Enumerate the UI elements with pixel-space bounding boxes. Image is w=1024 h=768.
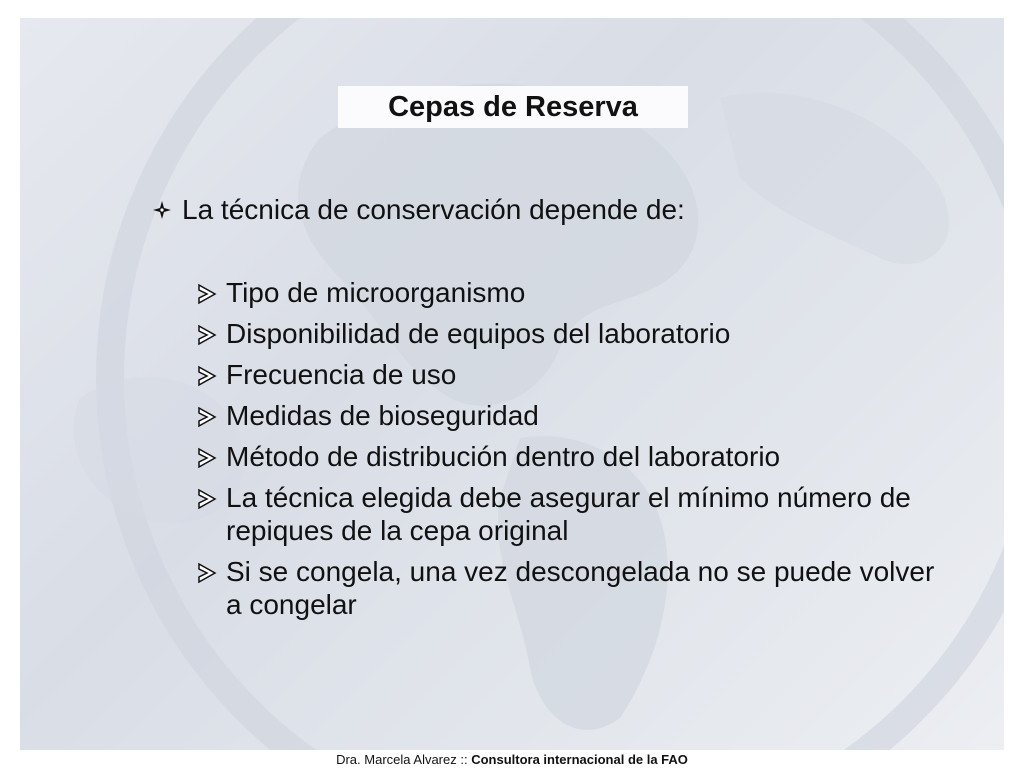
list-item [196, 481, 956, 547]
footer [0, 750, 1024, 768]
footer-author: Dra. Marcela Alvarez [336, 751, 457, 767]
arrow-bullet-icon [196, 562, 218, 584]
list-item [196, 358, 956, 391]
footer-separator: :: [456, 751, 472, 767]
list-item-text: Frecuencia de uso [226, 359, 457, 390]
arrow-bullet-icon [196, 283, 218, 305]
list-item-text: Si se congela, una vez descongelada no se puede volver a congelar [226, 556, 935, 620]
background-panel [20, 18, 1004, 750]
list-item-text: Disponibilidad de equipos del laboratorio [226, 318, 731, 349]
list-item [196, 440, 956, 473]
lead-text: La técnica de conservación depende de: [182, 194, 685, 225]
bullet-list [196, 276, 956, 629]
title-box [338, 86, 688, 128]
list-item [196, 317, 956, 350]
list-item-text: La técnica elegida debe asegurar el mínimo número de repiques de la cepa original [226, 482, 911, 546]
arrow-bullet-icon [196, 406, 218, 428]
arrow-bullet-icon [196, 365, 218, 387]
list-item [196, 399, 956, 432]
list-item [196, 555, 956, 621]
list-item [196, 276, 956, 309]
slide-title: Cepas de Reserva [388, 90, 638, 123]
arrow-bullet-icon [196, 447, 218, 469]
footer-affiliation: Consultora internacional de la FAO [471, 751, 688, 767]
list-item-text: Tipo de microorganismo [226, 277, 526, 308]
arrow-bullet-icon [196, 324, 218, 346]
list-item-text: Medidas de bioseguridad [226, 400, 539, 431]
list-item-text: Método de distribución dentro del laboratorio [226, 441, 781, 472]
lead-line [152, 194, 685, 226]
arrow-bullet-icon [196, 488, 218, 510]
diamond-bullet-icon [152, 200, 172, 220]
